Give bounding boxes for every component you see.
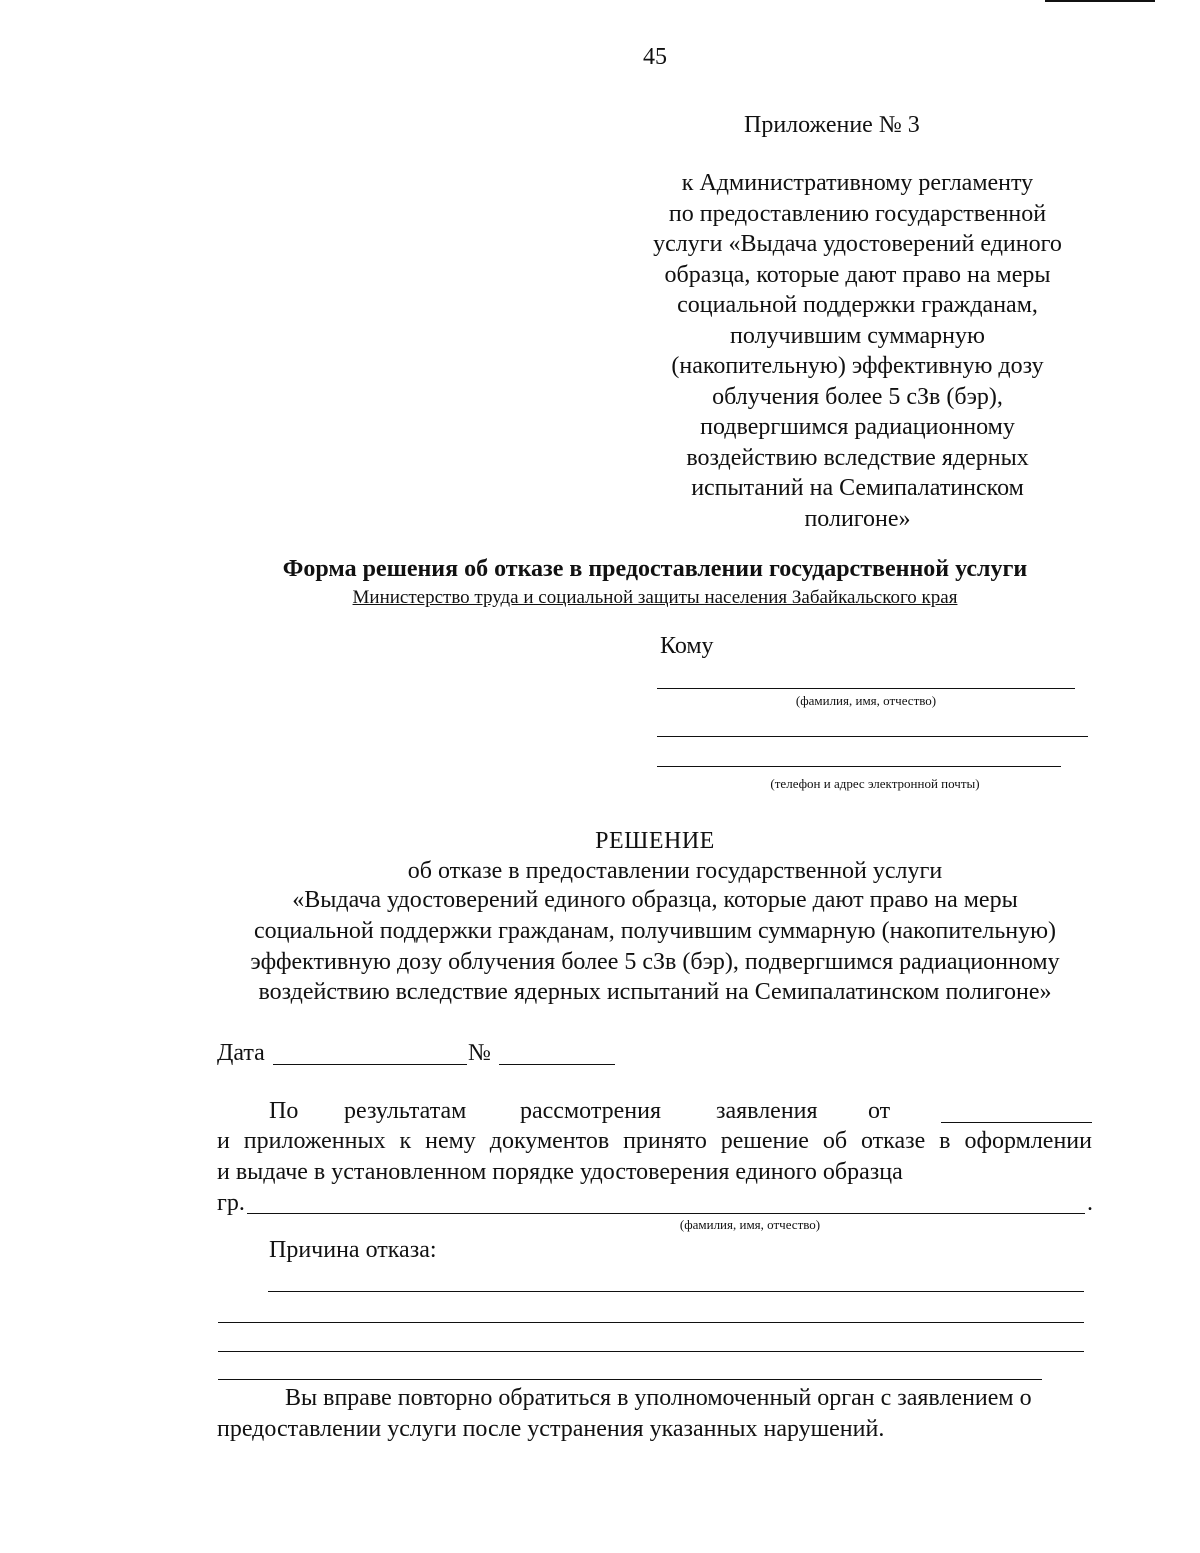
appendix-reference-line: услуги «Выдача удостоверений единого [653, 231, 1062, 257]
body-word: от [868, 1098, 891, 1124]
decision-title: РЕШЕНИЕ [595, 828, 715, 854]
body-word: заявления [716, 1098, 818, 1124]
recipient-label: Кому [660, 633, 714, 659]
recipient-address-line [657, 736, 1088, 737]
appendix-reference-line: социальной поддержки гражданам, [677, 292, 1038, 318]
appendix-reference-line: по предоставлению государственной [668, 200, 1047, 227]
reason-line [218, 1322, 1084, 1323]
recipient-name-line [657, 688, 1075, 689]
appendix-reference-line: испытаний на Семипалатинском [691, 475, 1024, 501]
appendix-reference-line: (накопительную) эффективную дозу [671, 353, 1044, 379]
body-word: рассмотрения [520, 1098, 661, 1124]
closing-line: Вы вправе повторно обратиться в уполномоченный орган с заявлением о [285, 1385, 1032, 1411]
decision-subtitle-line: социальной поддержки гражданам, получившим суммарную (накопительную) [253, 918, 1057, 944]
decision-subtitle-line: об отказе в предоставлении государственной услуги [407, 858, 943, 884]
citizen-end: . [1087, 1190, 1093, 1216]
date-label: Дата [217, 1040, 265, 1066]
body-word: По [269, 1098, 299, 1124]
application-date-line [941, 1122, 1092, 1123]
body-line: и приложенных к нему документов принято решение об отказе в оформлении [217, 1128, 1092, 1154]
top-edge-mark [1045, 0, 1155, 2]
appendix-reference-line: образца, которые дают право на меры [664, 261, 1051, 288]
decision-subtitle-line: эффективную дозу облучения более 5 сЗв (бэр), подвергшимся радиационному [250, 949, 1060, 975]
form-title: Форма решения об отказе в предоставлении государственной услуги [282, 556, 1028, 582]
recipient-contact-line [657, 766, 1061, 767]
appendix-reference-line: подвергшимся радиационному [700, 414, 1015, 440]
body-word: результатам [344, 1098, 467, 1124]
appendix-reference [620, 168, 1095, 534]
reason-line [218, 1351, 1084, 1352]
appendix-reference-line: воздействию вследствие ядерных [686, 444, 1029, 471]
appendix-reference-line: получившим суммарную [730, 322, 985, 349]
date-line [273, 1064, 467, 1065]
citizen-caption: (фамилия, имя, отчество) [679, 1217, 821, 1232]
citizen-prefix: гр. [217, 1190, 245, 1216]
appendix-reference-line: к Административному регламенту [681, 170, 1034, 196]
appendix-reference-line: полигоне» [804, 505, 911, 532]
page-number: 45 [643, 44, 667, 70]
appendix-reference-line: облучения более 5 сЗв (бэр), [712, 383, 1003, 410]
closing-line: предоставлении услуги после устранения указанных нарушений. [217, 1416, 885, 1442]
decision-subtitle-line: «Выдача удостоверений единого образца, которые дают право на меры [292, 887, 1018, 913]
citizen-name-line [247, 1213, 1085, 1214]
recipient-name-caption: (фамилия, имя, отчество) [795, 693, 937, 708]
number-label: № [468, 1040, 491, 1066]
number-line [499, 1064, 615, 1065]
body-line: и выдаче в установленном порядке удостоверения единого образца [217, 1159, 903, 1185]
reason-line [268, 1291, 1084, 1292]
appendix-title: Приложение № 3 [744, 112, 920, 138]
decision-subtitle-line: воздействию вследствие ядерных испытаний на Семипалатинском полигоне» [258, 979, 1052, 1005]
recipient-contact-caption: (телефон и адрес электронной почты) [770, 776, 980, 791]
ministry-name: Министерство труда и социальной защиты населения Забайкальского края [352, 587, 958, 608]
reason-label: Причина отказа: [269, 1237, 437, 1263]
reason-line [218, 1379, 1042, 1380]
